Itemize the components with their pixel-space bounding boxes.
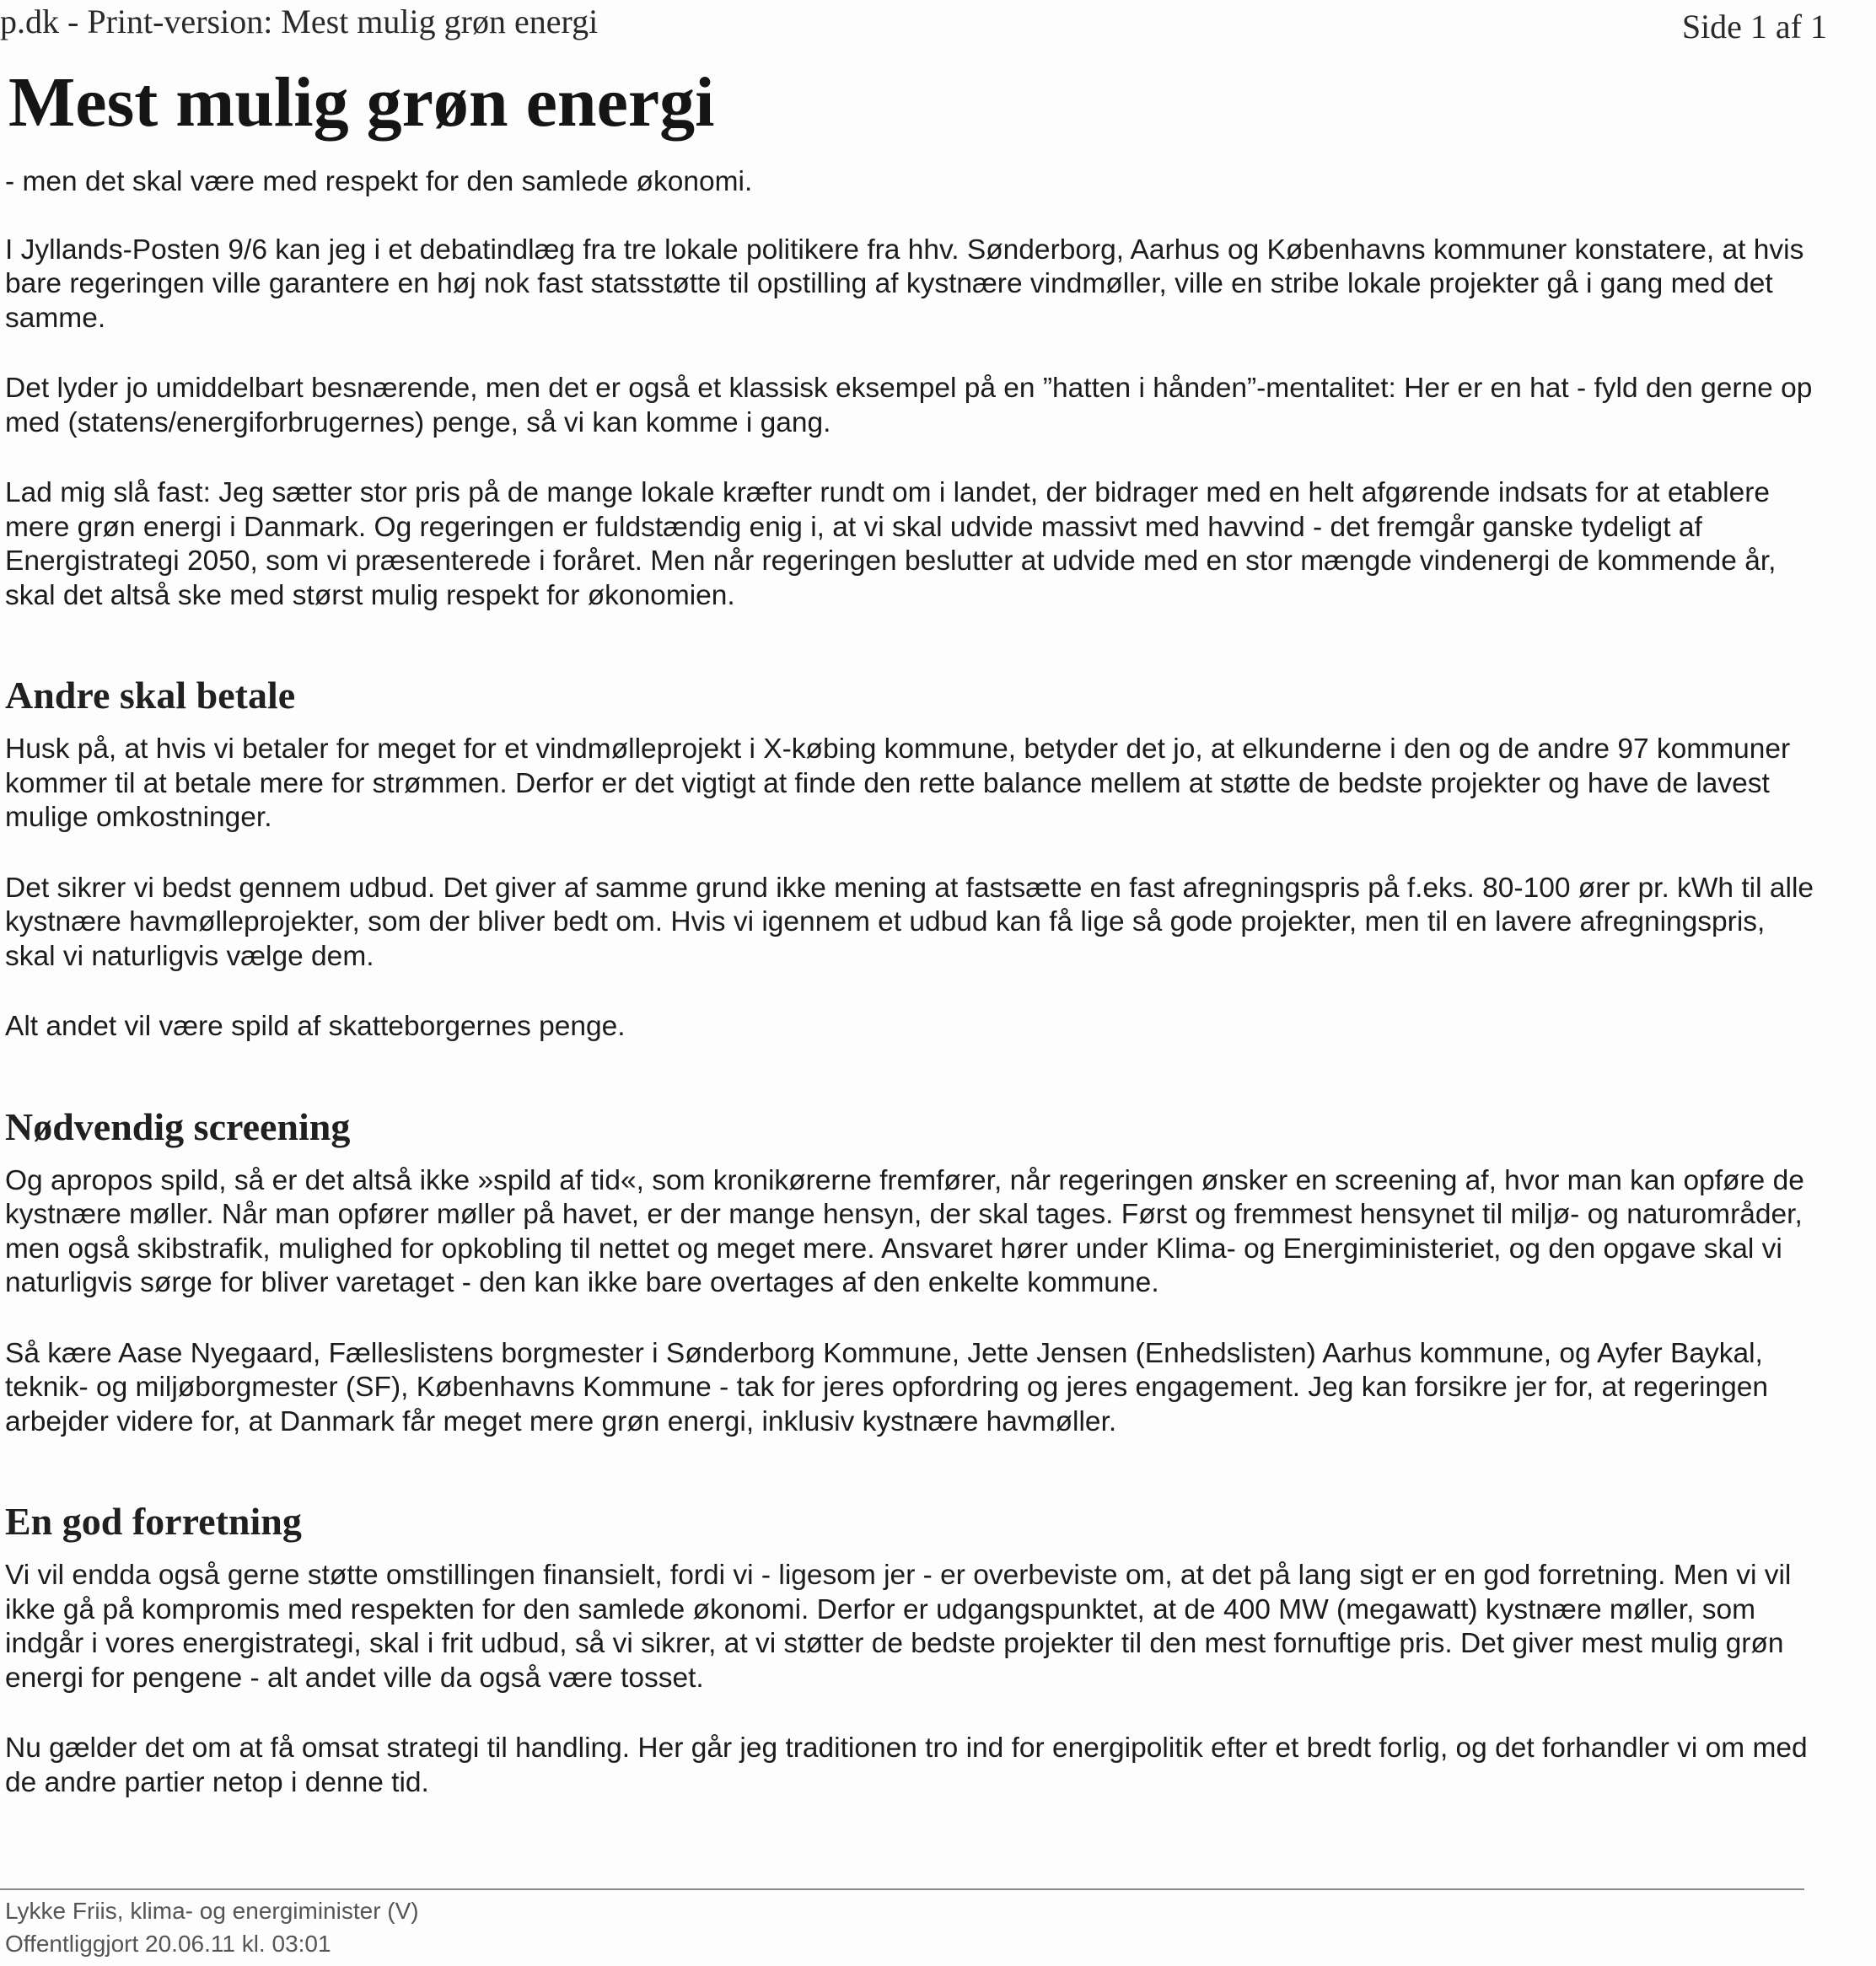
page-number: Side 1 af 1 [1681, 8, 1827, 46]
section-paragraph: Alt andet vil være spild af skatteborgernes penge. [5, 1011, 626, 1042]
section-heading-en-god-forretning: En god forretning [5, 1500, 302, 1543]
publish-timestamp: Offentliggjort 20.06.11 kl. 03:01 [5, 1931, 331, 1957]
section-paragraph: Vi vil endda også gerne støtte omstillingen finansielt, fordi vi - ligesom jer - er overbeviste om, at det på lang sigt er en god forretning. Men vi vil ikke gå på kompromis med respekten for den samlede økonomi. Derfor er udgangspunktet, at de 400 MW (megawatt) kystnære møller, som indgår i vores energistrategi, skal i frit udbud, så vi sikrer, at vi støtter de bedste projekter til den mest fornuftige pris. Det giver mest mulig grøn energi for pengene - alt andet ville da også være tosset. [5, 1560, 1792, 1694]
section-paragraph: Det sikrer vi bedst gennem udbud. Det giver af samme grund ikke mening at fastsætte en fast afregningspris på f.eks. 80-100 ører pr. kWh til alle kystnære havmølleprojekter, som der bliver bedt om. Hvis vi igennem et udbud kan få lige så gode projekter, men til en lavere afregningspris, skal vi naturligvis vælge dem. [5, 872, 1814, 972]
print-header-source: p.dk - Print-version: Mest mulig grøn energi [0, 3, 599, 40]
section-paragraph: Så kære Aase Nyegaard, Fælleslistens borgmester i Sønderborg Kommune, Jette Jensen (Enhedslisten) Aarhus kommune, og Ayfer Baykal, teknik- og miljøborgmester (SF), Københavns Kommune - tak for jeres opfordring og jeres engagement. Jeg kan forsikre jer for, at regeringen arbejder videre for, at Danmark får meget mere grøn energi, inklusiv kystnære havmøller. [5, 1337, 1768, 1437]
author-byline: Lykke Friis, klima- og energiminister (V) [5, 1898, 419, 1924]
section-paragraph: Og apropos spild, så er det altså ikke »spild af tid«, som kronikørerne fremfører, når regeringen ønsker en screening af, hvor man kan opføre de kystnære møller. Når man opfører møller på havet, er der mange hensyn, der skal tages. Først og fremmest hensynet til miljø- og naturområder, men også skibstrafik, mulighed for opkobling til nettet og meget mere. Ansvaret hører under Klima- og Energiministeriet, og den opgave skal vi naturligvis sørge for bliver varetaget - den kan ikke bare overtages af den enkelte kommune. [5, 1164, 1804, 1298]
section-paragraph: Husk på, at hvis vi betaler for meget for et vindmølleprojekt i X-købing kommune, betyder det jo, at elkunderne i den og de andre 97 kommuner kommer til at betale mere for strømmen. Derfor er det vigtigt at finde den rette balance mellem at støtte de bedste projekter og have de lavest mulige omkostninger. [5, 733, 1791, 833]
intro-paragraph: Lad mig slå fast: Jeg sætter stor pris på de mange lokale kræfter rundt om i landet, der bidrager med en helt afgørende indsats for at etablere mere grøn energi i Danmark. Og regeringen er fuldstændig enig i, at vi skal udvide massivt med havvind - det fremgår ganske tydeligt af Energistrategi 2050, som vi præsenterede i foråret. Men når regeringen beslutter at udvide med en stor mængde vindenergi de kommende år, skal det altså ske med størst mulig respekt for økonomien. [5, 477, 1777, 611]
article-body [5, 165, 1818, 1836]
section-heading-noedvendig-screening: Nødvendig screening [5, 1104, 351, 1148]
intro-paragraph: Det lyder jo umiddelbart besnærende, men det er også et klassisk eksempel på en ”hatten i hånden”-mentalitet: Her er en hat - fyld den gerne op med (statens/energiforbrugernes) penge, så vi kan komme i gang. [5, 373, 1813, 438]
article-title: Mest mulig grøn energi [8, 63, 715, 142]
section-paragraph: Nu gælder det om at få omsat strategi til handling. Her går jeg traditionen tro ind for energipolitik efter et bredt forlig, og det forhandler vi om med de andre partier netop i denne tid. [5, 1732, 1808, 1798]
section-heading-andre-skal-betale: Andre skal betale [5, 674, 296, 717]
footer-divider [0, 1888, 1804, 1890]
article-subtitle: - men det skal være med respekt for den samlede økonomi. [5, 166, 753, 197]
intro-paragraph: I Jyllands-Posten 9/6 kan jeg i et debatindlæg fra tre lokale politikere fra hhv. Sønderborg, Aarhus og Københavns kommuner konstatere, at hvis bare regeringen ville garantere en høj nok fast statsstøtte til opstilling af kystnære vindmøller, ville en stribe lokale projekter gå i gang med det samme. [5, 234, 1804, 334]
